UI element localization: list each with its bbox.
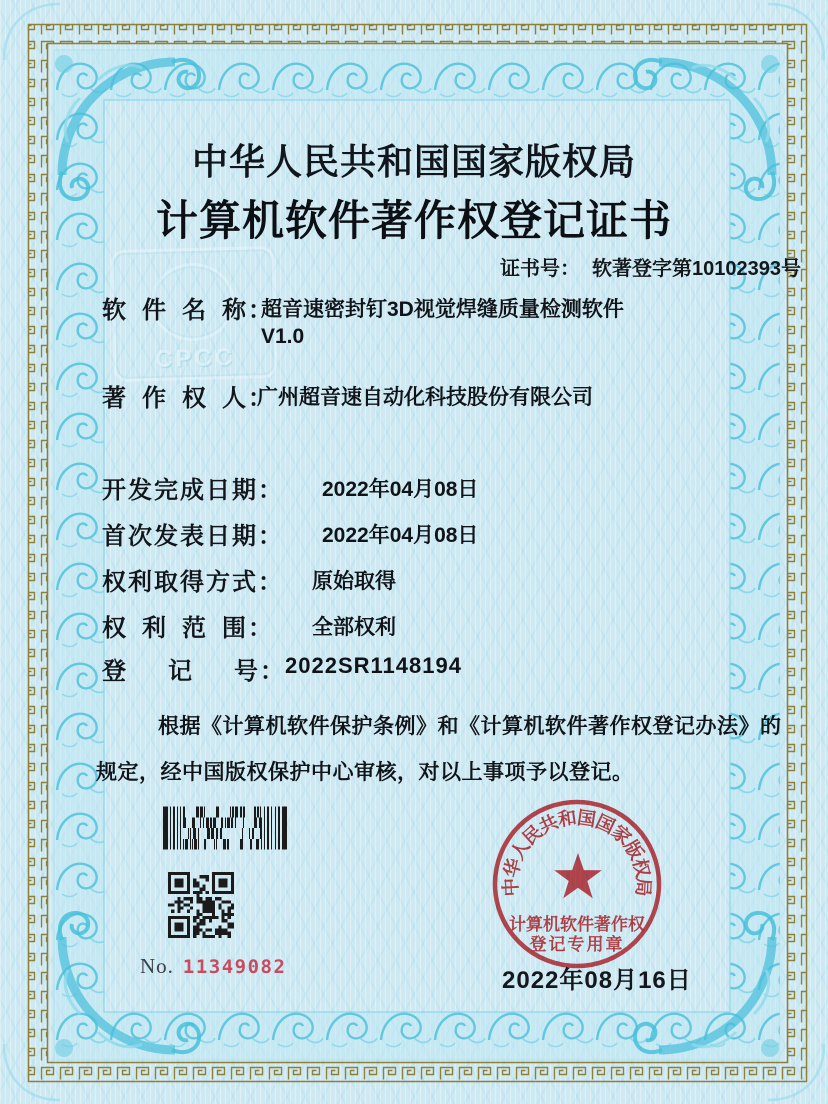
field-row-copyright-owner bbox=[0, 378, 828, 412]
field-label: 权 利 范 围： bbox=[102, 615, 274, 642]
cpcc-watermark-text: CPCC bbox=[154, 343, 236, 374]
certificate-number-row bbox=[500, 252, 801, 281]
stamp-ring-text: 中华人民共和国国家版权局 bbox=[499, 806, 655, 897]
field-value: 2022SR1148194 bbox=[285, 653, 462, 678]
field-value-line2: V1.0 bbox=[261, 325, 305, 348]
field-label: 开发完成日期： bbox=[102, 477, 284, 504]
field-value: 原始取得 bbox=[312, 570, 396, 593]
field-label: 权利取得方式： bbox=[102, 569, 284, 596]
field-value: 广州超音速自动化科技股份有限公司 bbox=[257, 386, 593, 409]
serial-digits: 11349082 bbox=[182, 956, 287, 978]
serial-number bbox=[140, 954, 286, 979]
field-row-rights-scope bbox=[0, 608, 828, 642]
field-row-software-name bbox=[0, 290, 828, 348]
field-row-registration-number bbox=[0, 651, 828, 685]
stamp-line1: 计算机软件著作权 bbox=[509, 915, 645, 934]
authority-name: 中华人民共和国国家版权局 bbox=[191, 141, 636, 182]
field-row-completion-date bbox=[0, 470, 828, 504]
issue-date: 2022年08月16日 bbox=[502, 967, 692, 994]
registration-statement-line1: 根据《计算机软件保护条例》和《计算机软件著作权登记办法》的 bbox=[158, 715, 782, 738]
stamp-line2: 登记专用章 bbox=[529, 935, 625, 954]
field-row-first-publication-date bbox=[0, 516, 828, 550]
field-label: 著 作 权 人： bbox=[102, 385, 274, 412]
field-value: 2022年04月08日 bbox=[322, 478, 479, 501]
field-label: 登 记 号： bbox=[102, 658, 286, 685]
certificate-title: 计算机软件著作权登记证书 bbox=[155, 197, 672, 244]
registration-statement-line2: 规定，经中国版权保护中心审核，对以上事项予以登记。 bbox=[96, 761, 634, 784]
field-label: 软 件 名 称： bbox=[102, 297, 274, 324]
field-row-rights-acquisition bbox=[0, 562, 828, 596]
stamp-star-icon bbox=[554, 853, 602, 898]
qr-code-icon bbox=[168, 872, 234, 938]
barcode-icon bbox=[163, 806, 287, 850]
field-value: 全部权利 bbox=[312, 616, 396, 639]
certificate-number-label: 证书号： bbox=[500, 258, 580, 280]
field-label: 首次发表日期： bbox=[102, 523, 284, 550]
field-value: 2022年04月08日 bbox=[322, 524, 479, 547]
serial-prefix: No. bbox=[140, 954, 174, 978]
certificate-number-value: 软著登字第10102393号 bbox=[592, 258, 801, 280]
official-seal-icon bbox=[482, 789, 672, 979]
field-value: 超音速密封钉3D视觉焊缝质量检测软件 bbox=[261, 298, 624, 321]
